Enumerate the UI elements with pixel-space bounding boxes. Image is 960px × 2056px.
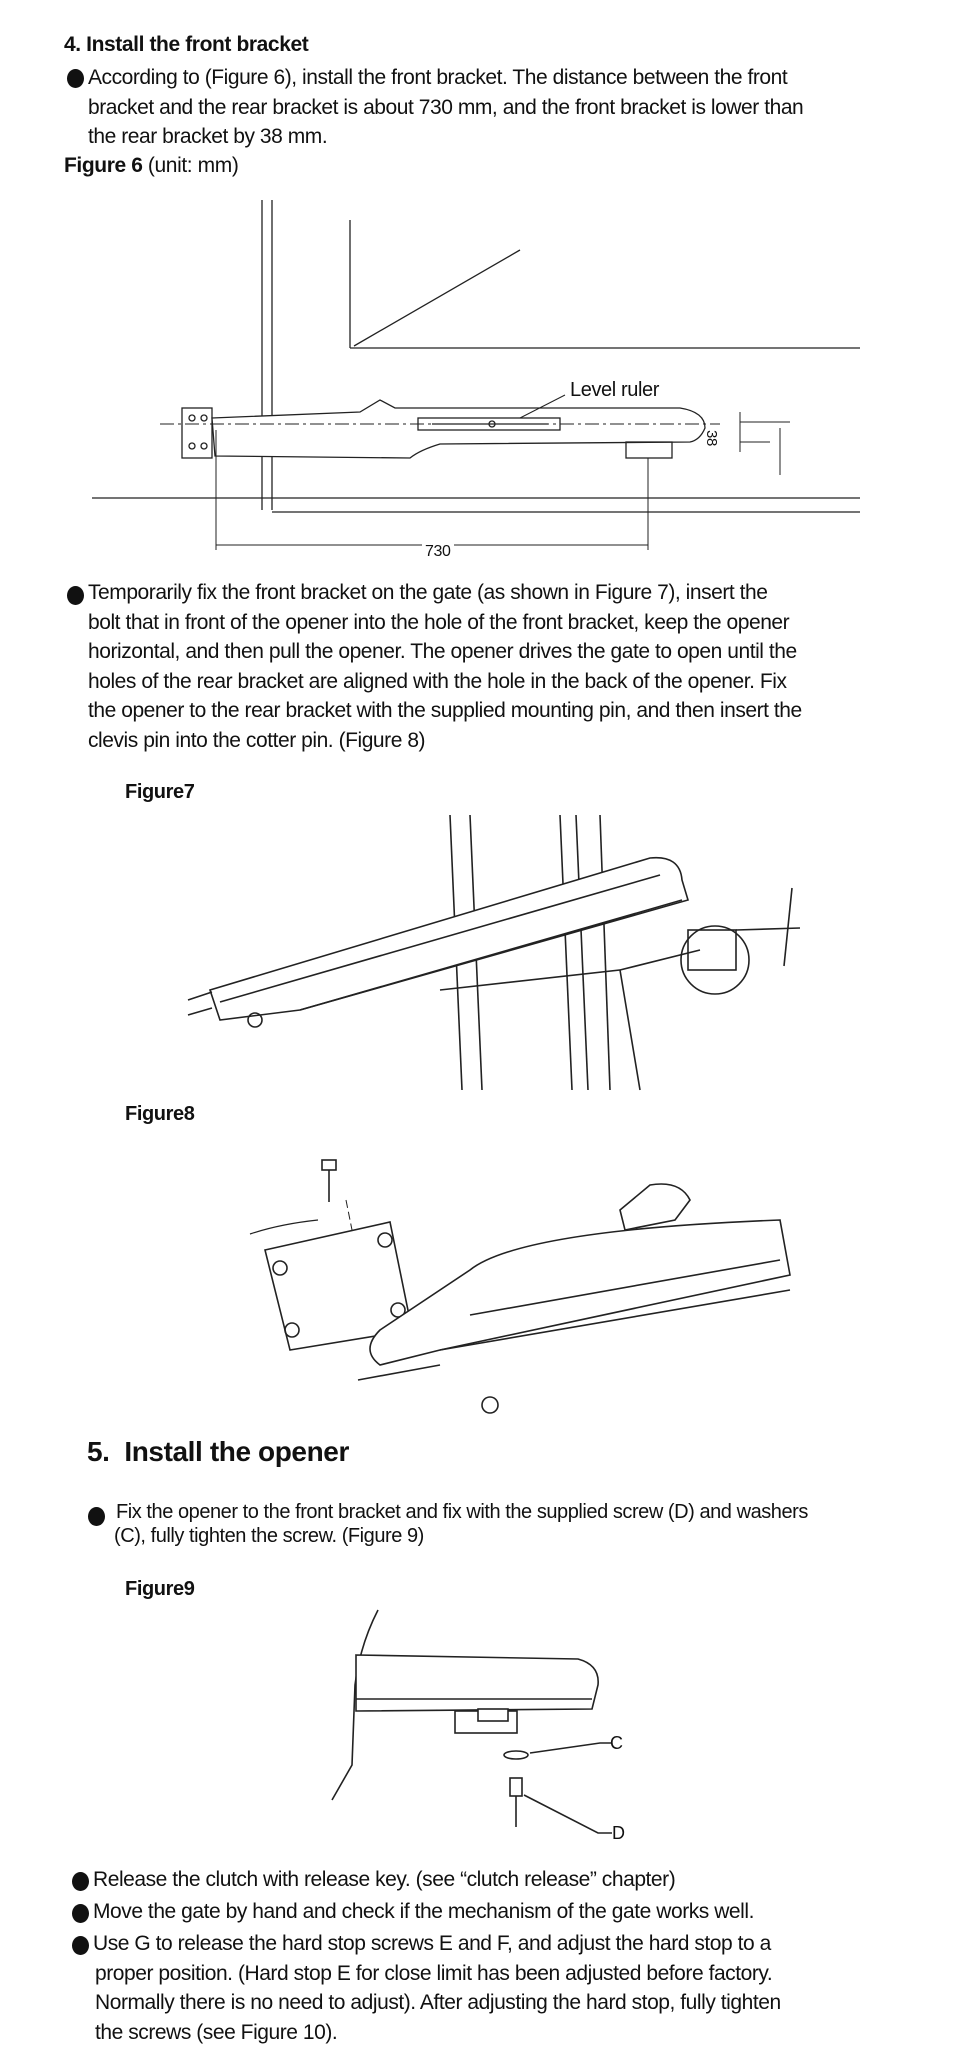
bullet-icon — [67, 586, 84, 605]
text-line: Temporarily fix the front bracket on the gate (as shown in Figure 7), insert the — [88, 581, 768, 604]
text-line: Fix the opener to the front bracket and fix with the supplied screw (D) and washers — [116, 1501, 808, 1523]
section5-bullet2 — [93, 1865, 675, 1895]
figure9-diagram — [0, 1605, 960, 1835]
text-line: Normally there is no need to adjust). After adjusting the hard stop, fully tighten — [95, 1991, 781, 2014]
bullet-icon — [88, 1507, 105, 1526]
text-line: holes of the rear bracket are aligned with the hole in the back of the opener. Fix — [88, 669, 787, 693]
bullet-icon — [72, 1936, 89, 1955]
level-ruler-label: Level ruler — [570, 379, 659, 401]
figure6-diagram — [0, 190, 960, 570]
figure6-label: Figure 6 — [64, 154, 143, 177]
section5-bullet3 — [93, 1897, 754, 1927]
text-line: the rear bracket by 38 mm. — [88, 125, 328, 148]
section4-heading: 4. Install the front bracket — [64, 33, 309, 56]
section5-bullet4 — [93, 1929, 781, 2047]
bullet-icon — [72, 1904, 89, 1923]
text-line: horizontal, and then pull the opener. The opener drives the gate to open until the — [88, 640, 797, 663]
text-line: clevis pin into the cotter pin. (Figure 8) — [88, 728, 426, 752]
bullet-icon — [72, 1872, 89, 1891]
bullet-icon — [67, 69, 84, 88]
screw-label: D — [612, 1823, 625, 1843]
section4-bullet2 — [88, 578, 802, 755]
text-line: Move the gate by hand and check if the mechanism of the gate works well. — [93, 1900, 754, 1923]
figure8-diagram — [0, 1140, 960, 1430]
section5-title: Install the opener — [124, 1436, 349, 1467]
section5-heading — [87, 1434, 349, 1470]
distance-label: 730 — [422, 537, 454, 566]
figure9-label: Figure9 — [125, 1578, 195, 1600]
text-line: bolt that in front of the opener into the hole of the front bracket, keep the opener — [88, 610, 790, 634]
washer-label: C — [610, 1733, 623, 1753]
figure7-diagram — [0, 810, 960, 1100]
section5-number: 5. — [87, 1436, 110, 1467]
text-line: According to (Figure 6), install the front bracket. The distance between the front — [88, 66, 788, 89]
section4-bullet1 — [88, 63, 803, 152]
text-line: (C), fully tighten the screw. (Figure 9) — [114, 1525, 424, 1547]
section5-bullet1 — [116, 1500, 808, 1548]
height-diff-label: 38 — [703, 430, 720, 446]
text-line: bracket and the rear bracket is about 730 mm, and the front bracket is lower than — [88, 95, 804, 119]
text-line: Release the clutch with release key. (see “clutch release” chapter) — [93, 1868, 676, 1891]
text-line: proper position. (Hard stop E for close limit has been adjusted before factory. — [95, 1961, 773, 1985]
text-line: the screws (see Figure 10). — [95, 2020, 338, 2044]
figure7-label: Figure7 — [125, 781, 195, 803]
figure6-caption — [64, 151, 238, 180]
figure8-label: Figure8 — [125, 1103, 195, 1125]
text-line: the opener to the rear bracket with the supplied mounting pin, and then insert the — [88, 699, 802, 722]
text-line: Use G to release the hard stop screws E and F, and adjust the hard stop to a — [93, 1932, 771, 1955]
figure6-unit: (unit: mm) — [142, 154, 239, 177]
